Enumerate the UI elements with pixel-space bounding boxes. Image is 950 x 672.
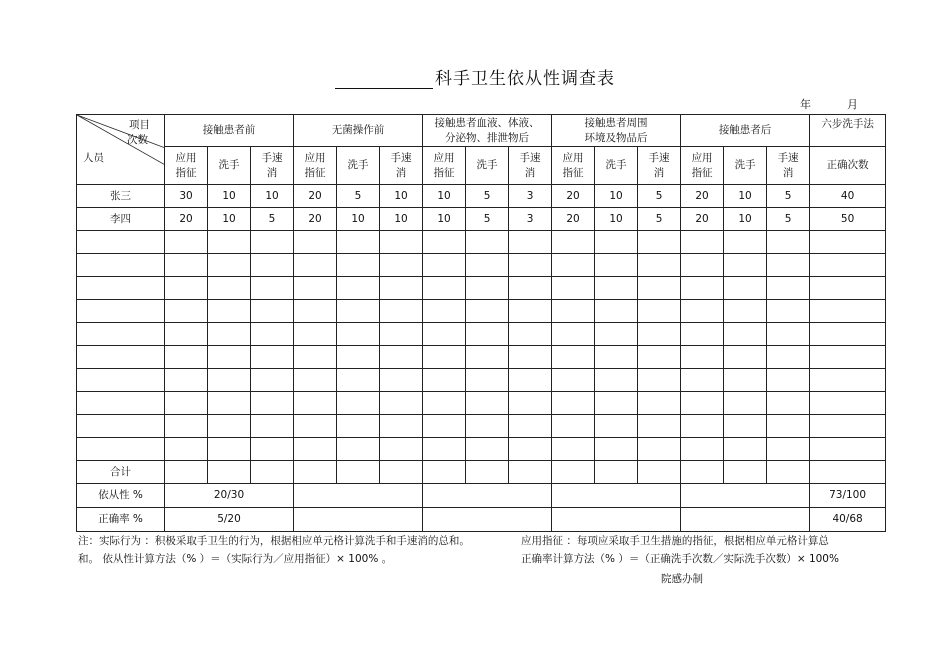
table-row bbox=[77, 185, 886, 208]
corner-person: 人员 bbox=[83, 152, 104, 164]
cell bbox=[638, 254, 681, 277]
cell bbox=[724, 415, 767, 438]
cell: 5 bbox=[466, 208, 509, 231]
cell bbox=[466, 392, 509, 415]
table-row bbox=[77, 254, 886, 277]
cell bbox=[251, 231, 294, 254]
cell: 10 bbox=[595, 185, 638, 208]
cell: 20 bbox=[552, 208, 595, 231]
cell bbox=[380, 300, 423, 323]
cell bbox=[337, 415, 380, 438]
table-row bbox=[77, 208, 886, 231]
cell: 5 bbox=[638, 208, 681, 231]
cell: 20 bbox=[681, 185, 724, 208]
cell bbox=[423, 438, 466, 461]
cell bbox=[724, 346, 767, 369]
cell bbox=[337, 346, 380, 369]
cell bbox=[767, 392, 810, 415]
cell bbox=[767, 438, 810, 461]
cell bbox=[638, 461, 681, 484]
cell bbox=[380, 346, 423, 369]
cell bbox=[423, 508, 552, 532]
cell bbox=[466, 346, 509, 369]
cell bbox=[767, 461, 810, 484]
cell bbox=[724, 254, 767, 277]
cell bbox=[810, 392, 886, 415]
cell bbox=[810, 254, 886, 277]
sub-rub-header: 手速 消 bbox=[251, 147, 294, 185]
cell bbox=[380, 415, 423, 438]
cell: 10 bbox=[595, 208, 638, 231]
cell bbox=[552, 415, 595, 438]
cell bbox=[595, 461, 638, 484]
cell bbox=[208, 392, 251, 415]
cell: 10 bbox=[724, 185, 767, 208]
group-header: 接触患者前 bbox=[165, 115, 294, 147]
department-blank bbox=[335, 70, 433, 89]
cell: 10 bbox=[724, 208, 767, 231]
cell bbox=[595, 231, 638, 254]
cell bbox=[595, 369, 638, 392]
cell bbox=[337, 254, 380, 277]
cell bbox=[724, 300, 767, 323]
sub-apply-header: 应用 指征 bbox=[294, 147, 337, 185]
cell bbox=[380, 369, 423, 392]
table-row bbox=[77, 369, 886, 392]
cell bbox=[509, 461, 552, 484]
cell bbox=[337, 461, 380, 484]
cell bbox=[509, 415, 552, 438]
cell bbox=[724, 323, 767, 346]
cell bbox=[595, 323, 638, 346]
cell bbox=[552, 508, 681, 532]
cell bbox=[380, 461, 423, 484]
cell bbox=[638, 277, 681, 300]
cell bbox=[165, 369, 208, 392]
sub-wash-header: 洗手 bbox=[724, 147, 767, 185]
cell bbox=[165, 323, 208, 346]
person-name bbox=[77, 254, 165, 277]
cell bbox=[423, 346, 466, 369]
cell bbox=[251, 461, 294, 484]
cell bbox=[595, 300, 638, 323]
cell: 20 bbox=[681, 208, 724, 231]
cell: 10 bbox=[380, 208, 423, 231]
cell bbox=[208, 254, 251, 277]
person-name bbox=[77, 323, 165, 346]
cell bbox=[552, 438, 595, 461]
cell bbox=[595, 438, 638, 461]
form-title bbox=[0, 64, 950, 89]
sub-rub-header: 手速 消 bbox=[509, 147, 552, 185]
cell bbox=[380, 277, 423, 300]
cell: 20 bbox=[294, 208, 337, 231]
cell bbox=[724, 461, 767, 484]
cell bbox=[681, 461, 724, 484]
cell bbox=[294, 484, 423, 508]
cell bbox=[337, 323, 380, 346]
cell bbox=[681, 484, 810, 508]
cell bbox=[552, 346, 595, 369]
cell bbox=[294, 323, 337, 346]
cell bbox=[294, 254, 337, 277]
cell bbox=[423, 392, 466, 415]
cell bbox=[251, 277, 294, 300]
compliance-total: 73/100 bbox=[810, 484, 886, 508]
cell bbox=[638, 346, 681, 369]
cell bbox=[767, 415, 810, 438]
total-label: 合计 bbox=[77, 461, 165, 484]
cell bbox=[294, 369, 337, 392]
year-label: 年 bbox=[800, 98, 811, 111]
cell bbox=[509, 438, 552, 461]
cell bbox=[681, 277, 724, 300]
cell bbox=[552, 392, 595, 415]
cell bbox=[509, 277, 552, 300]
person-name bbox=[77, 438, 165, 461]
person-name bbox=[77, 277, 165, 300]
cell bbox=[251, 369, 294, 392]
group-header: 六步洗手法 bbox=[810, 115, 886, 147]
cell bbox=[165, 277, 208, 300]
sub-apply-header: 应用 指征 bbox=[423, 147, 466, 185]
cell bbox=[466, 254, 509, 277]
cell bbox=[208, 277, 251, 300]
table-row bbox=[77, 392, 886, 415]
cell: 5 bbox=[337, 185, 380, 208]
cell bbox=[337, 277, 380, 300]
cell bbox=[681, 346, 724, 369]
cell bbox=[294, 415, 337, 438]
cell: 10 bbox=[337, 208, 380, 231]
cell bbox=[165, 415, 208, 438]
cell bbox=[466, 277, 509, 300]
cell bbox=[294, 392, 337, 415]
person-name bbox=[77, 415, 165, 438]
month-label: 月 bbox=[847, 98, 858, 111]
cell: 20 bbox=[165, 208, 208, 231]
cell bbox=[294, 346, 337, 369]
sub-rub-header: 手速 消 bbox=[767, 147, 810, 185]
cell bbox=[251, 438, 294, 461]
cell bbox=[767, 277, 810, 300]
cell bbox=[767, 369, 810, 392]
person-name bbox=[77, 369, 165, 392]
cell: 10 bbox=[208, 185, 251, 208]
correct-count-header: 正确次数 bbox=[810, 147, 886, 185]
cell bbox=[509, 231, 552, 254]
person-name: 张三 bbox=[77, 185, 165, 208]
cell bbox=[251, 346, 294, 369]
cell: 10 bbox=[380, 185, 423, 208]
cell: 20 bbox=[294, 185, 337, 208]
sub-wash-header: 洗手 bbox=[466, 147, 509, 185]
cell bbox=[810, 323, 886, 346]
cell bbox=[681, 300, 724, 323]
cell bbox=[380, 254, 423, 277]
cell bbox=[466, 323, 509, 346]
cell bbox=[251, 323, 294, 346]
compliance-value: 20/30 bbox=[165, 484, 294, 508]
cell bbox=[724, 277, 767, 300]
cell bbox=[251, 415, 294, 438]
cell bbox=[208, 369, 251, 392]
corner-count: 次数 bbox=[127, 134, 148, 146]
cell: 20 bbox=[552, 185, 595, 208]
cell bbox=[638, 438, 681, 461]
cell bbox=[294, 300, 337, 323]
group-header: 无菌操作前 bbox=[294, 115, 423, 147]
cell bbox=[681, 508, 810, 532]
corner-item: 项目 bbox=[129, 119, 150, 131]
cell bbox=[638, 231, 681, 254]
cell bbox=[294, 231, 337, 254]
cell bbox=[724, 369, 767, 392]
cell bbox=[767, 346, 810, 369]
cell bbox=[208, 438, 251, 461]
cell bbox=[810, 277, 886, 300]
cell bbox=[165, 392, 208, 415]
cell bbox=[466, 461, 509, 484]
cell bbox=[423, 231, 466, 254]
table-row bbox=[77, 231, 886, 254]
person-name bbox=[77, 392, 165, 415]
sub-wash-header: 洗手 bbox=[595, 147, 638, 185]
table-row bbox=[77, 277, 886, 300]
cell bbox=[595, 392, 638, 415]
cell: 5 bbox=[251, 208, 294, 231]
title-text: 科手卫生依从性调查表 bbox=[435, 69, 615, 89]
cell bbox=[208, 300, 251, 323]
cell bbox=[810, 415, 886, 438]
sub-rub-header: 手速 消 bbox=[380, 147, 423, 185]
cell bbox=[165, 438, 208, 461]
group-header: 接触患者后 bbox=[681, 115, 810, 147]
cell bbox=[509, 392, 552, 415]
cell bbox=[251, 254, 294, 277]
sub-apply-header: 应用 指征 bbox=[552, 147, 595, 185]
cell bbox=[423, 277, 466, 300]
corner-header bbox=[77, 115, 165, 185]
cell bbox=[681, 231, 724, 254]
cell bbox=[595, 254, 638, 277]
cell bbox=[509, 346, 552, 369]
cell bbox=[810, 346, 886, 369]
cell bbox=[810, 300, 886, 323]
cell bbox=[380, 231, 423, 254]
cell: 5 bbox=[767, 185, 810, 208]
cell bbox=[337, 300, 380, 323]
note-line-1-left: 注：实际行为 ：积极采取手卫生的行为，根据相应单元格计算洗手和手速消的总和。 bbox=[78, 535, 470, 547]
note-line-2-right: 正确率计算方法（% ）＝（正确洗手次数／实际洗手次数）× 100% bbox=[521, 553, 839, 565]
cell bbox=[294, 277, 337, 300]
survey-table bbox=[76, 114, 886, 532]
cell bbox=[638, 369, 681, 392]
cell: 50 bbox=[810, 208, 886, 231]
cell bbox=[208, 415, 251, 438]
cell bbox=[724, 231, 767, 254]
cell bbox=[251, 300, 294, 323]
cell bbox=[638, 415, 681, 438]
cell bbox=[165, 231, 208, 254]
cell bbox=[165, 254, 208, 277]
cell bbox=[509, 369, 552, 392]
cell bbox=[552, 484, 681, 508]
table-row bbox=[77, 438, 886, 461]
cell bbox=[681, 369, 724, 392]
cell bbox=[552, 277, 595, 300]
cell bbox=[423, 461, 466, 484]
cell bbox=[165, 346, 208, 369]
cell bbox=[767, 254, 810, 277]
sub-apply-header: 应用 指征 bbox=[681, 147, 724, 185]
cell bbox=[337, 369, 380, 392]
cell bbox=[509, 323, 552, 346]
table-row bbox=[77, 300, 886, 323]
cell: 3 bbox=[509, 208, 552, 231]
cell bbox=[595, 277, 638, 300]
table-row bbox=[77, 323, 886, 346]
cell bbox=[509, 300, 552, 323]
table-row bbox=[77, 415, 886, 438]
accuracy-total: 40/68 bbox=[810, 508, 886, 532]
cell bbox=[337, 392, 380, 415]
cell: 40 bbox=[810, 185, 886, 208]
cell bbox=[208, 323, 251, 346]
cell bbox=[552, 231, 595, 254]
cell bbox=[165, 300, 208, 323]
cell bbox=[767, 323, 810, 346]
cell bbox=[337, 231, 380, 254]
sub-apply-header: 应用 指征 bbox=[165, 147, 208, 185]
diagonal-lines bbox=[77, 115, 164, 184]
sub-wash-header: 洗手 bbox=[208, 147, 251, 185]
cell: 10 bbox=[423, 185, 466, 208]
cell bbox=[380, 323, 423, 346]
cell: 3 bbox=[509, 185, 552, 208]
cell bbox=[552, 323, 595, 346]
cell bbox=[423, 254, 466, 277]
cell bbox=[810, 369, 886, 392]
note-line-2-left: 和。 依从性计算方法（% ）＝（实际行为／应用指征）× 100% 。 bbox=[78, 553, 393, 565]
cell bbox=[767, 231, 810, 254]
sub-rub-header: 手速 消 bbox=[638, 147, 681, 185]
cell: 5 bbox=[466, 185, 509, 208]
cell: 10 bbox=[251, 185, 294, 208]
sub-wash-header: 洗手 bbox=[337, 147, 380, 185]
cell bbox=[681, 392, 724, 415]
cell bbox=[552, 461, 595, 484]
cell bbox=[165, 461, 208, 484]
cell bbox=[552, 254, 595, 277]
cell bbox=[724, 438, 767, 461]
cell bbox=[638, 392, 681, 415]
cell bbox=[466, 369, 509, 392]
cell bbox=[466, 415, 509, 438]
cell bbox=[681, 415, 724, 438]
cell bbox=[638, 300, 681, 323]
cell bbox=[681, 254, 724, 277]
table-row bbox=[77, 346, 886, 369]
cell bbox=[294, 461, 337, 484]
cell bbox=[509, 254, 552, 277]
person-name: 李四 bbox=[77, 208, 165, 231]
cell bbox=[337, 438, 380, 461]
issuer-label: 院感办制 bbox=[661, 573, 703, 585]
cell: 5 bbox=[767, 208, 810, 231]
cell bbox=[681, 438, 724, 461]
cell bbox=[595, 346, 638, 369]
cell bbox=[638, 323, 681, 346]
cell: 30 bbox=[165, 185, 208, 208]
cell bbox=[552, 300, 595, 323]
cell bbox=[767, 300, 810, 323]
accuracy-label: 正确率 % bbox=[77, 508, 165, 532]
note-line-1-right: 应用指征 ：每项应采取手卫生措施的指征，根据相应单元格计算总 bbox=[521, 535, 829, 547]
cell bbox=[810, 438, 886, 461]
cell bbox=[380, 438, 423, 461]
cell bbox=[208, 461, 251, 484]
group-header: 接触患者周围 环境及物品后 bbox=[552, 115, 681, 147]
cell bbox=[423, 300, 466, 323]
accuracy-value: 5/20 bbox=[165, 508, 294, 532]
cell bbox=[552, 369, 595, 392]
cell bbox=[595, 415, 638, 438]
cell: 5 bbox=[638, 185, 681, 208]
cell bbox=[810, 461, 886, 484]
cell bbox=[423, 415, 466, 438]
cell bbox=[810, 231, 886, 254]
cell bbox=[466, 438, 509, 461]
compliance-label: 依从性 % bbox=[77, 484, 165, 508]
cell bbox=[466, 300, 509, 323]
cell bbox=[208, 346, 251, 369]
cell bbox=[466, 231, 509, 254]
cell bbox=[681, 323, 724, 346]
cell bbox=[251, 392, 294, 415]
cell: 10 bbox=[208, 208, 251, 231]
cell bbox=[208, 231, 251, 254]
group-header: 接触患者血液、体液、 分泌物、排泄物后 bbox=[423, 115, 552, 147]
cell: 10 bbox=[423, 208, 466, 231]
cell bbox=[294, 438, 337, 461]
cell bbox=[423, 323, 466, 346]
person-name bbox=[77, 231, 165, 254]
cell bbox=[724, 392, 767, 415]
cell bbox=[380, 392, 423, 415]
cell bbox=[423, 484, 552, 508]
cell bbox=[423, 369, 466, 392]
cell bbox=[294, 508, 423, 532]
person-name bbox=[77, 300, 165, 323]
person-name bbox=[77, 346, 165, 369]
